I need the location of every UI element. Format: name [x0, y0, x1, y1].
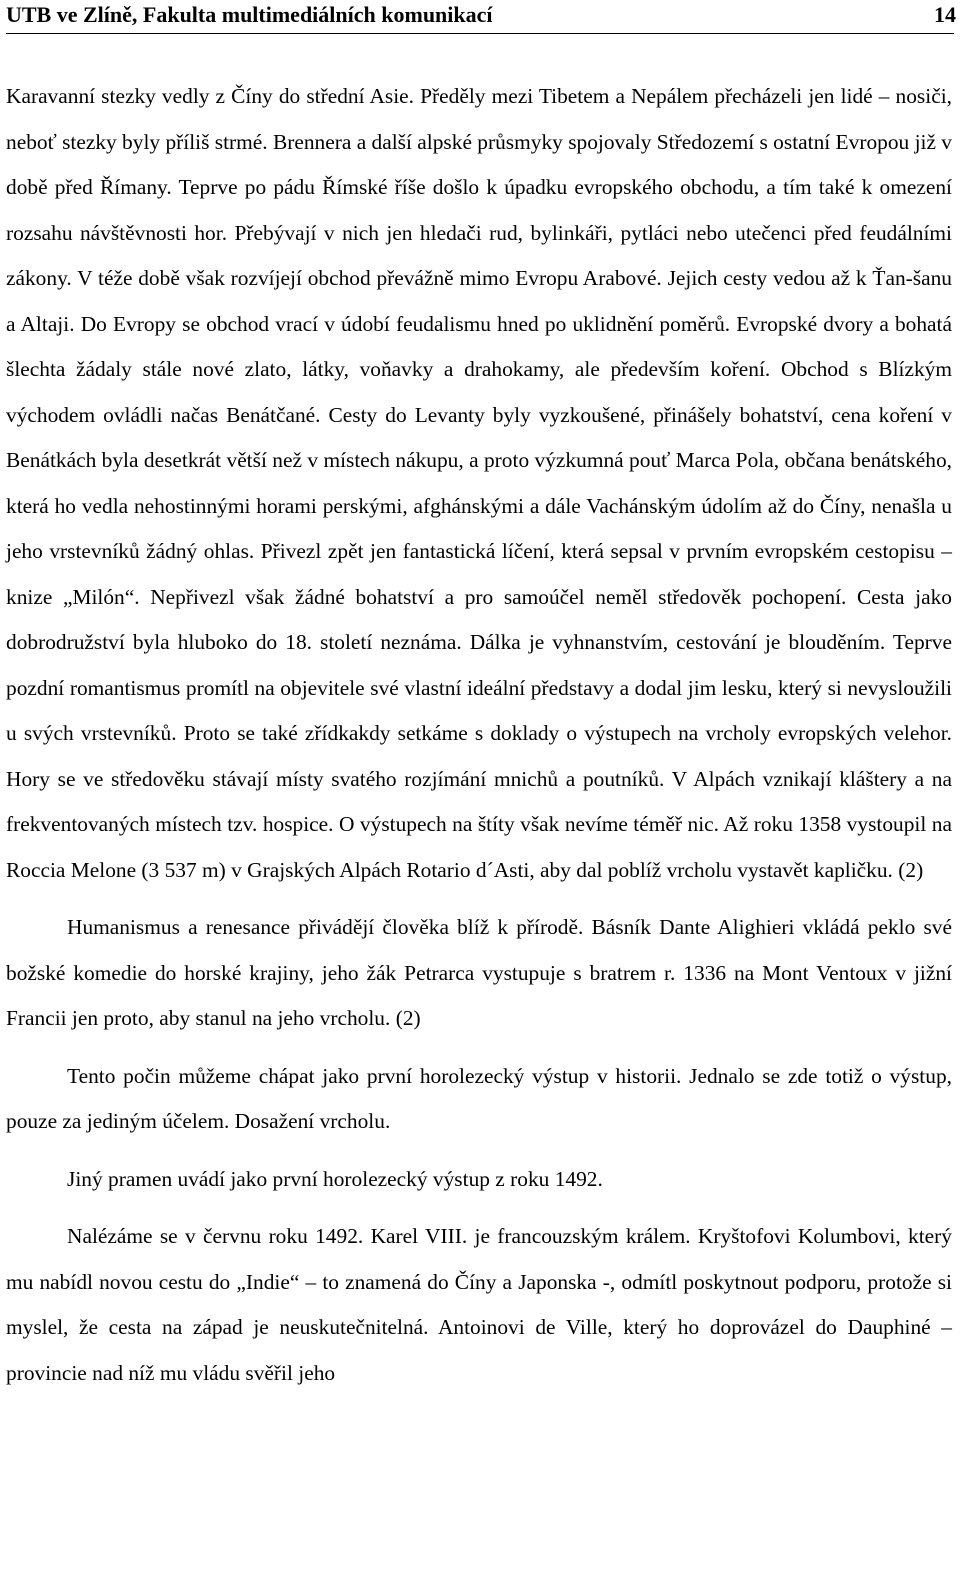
page-number: 14	[934, 2, 956, 27]
paragraph-5: Nalézáme se v červnu roku 1492. Karel VIII. je francouzským králem. Kryštofovi Kolumbovi, který mu nabídl novou cestu do „Indie“ – to znamená do Číny a Japonska -, odmítl poskytnout podporu, protože si myslel, že cesta na západ je neuskutečnitelná. Antoinovi de Ville, který ho doprovázel do Dauphiné – provincie nad níž mu vládu svěřil jeho	[6, 1224, 952, 1385]
header-title: UTB ve Zlíně, Fakulta multimediálních komunikací	[6, 2, 493, 27]
paragraph-1: Karavanní stezky vedly z Číny do střední Asie. Předěly mezi Tibetem a Nepálem přecházeli jen lidé – nosiči, neboť stezky byly příliš strmé. Brennera a další alpské průsmyky spojovaly Středozemí s ostatní Evropou již v době před Římany. Teprve po pádu Římské říše došlo k úpadku evropského obchodu, a tím také k omezení rozsahu návštěvnosti hor. Přebývají v nich jen hledači rud, bylinkáři, pytláci nebo utečenci před feudálními zákony. V téže době však rozvíjejí obchod převážně mimo Evropu Arabové. Jejich cesty vedou až k Ťan-šanu a Altaji. Do Evropy se obchod vrací v údobí feudalismu hned po uklidnění poměrů. Evropské dvory a bohatá šlechta žádaly stále nové zlato, látky, voňavky a drahokamy, ale především koření. Obchod s Blízkým východem ovládli načas Benátčané. Cesty do Levanty byly vyzkoušené, přinášely bohatství, cena koření v Benátkách byla desetkrát větší než v místech nákupu, a proto výzkumná pouť Marca Pola, občana benátského, která ho vedla nehostinnými horami perskými, afghánskými a dále Vachánským údolím až do Číny, nenašla u jeho vrstevníků žádný ohlas. Přivezl zpět jen fantastická líčení, která sepsal v prvním evropském cestopisu – knize „Milón“. Nepřivezl však žádné bohatství a pro samoúčel neměl středověk pochopení. Cesta jako dobrodružství byla hluboko do 18. století neznáma. Dálka je vyhnanstvím, cestování je blouděním. Teprve pozdní romantismus promítl na objevitele své vlastní ideální představy a dodal jim lesku, který si nevysloužili u svých vrstevníků. Proto se také zřídkakdy setkáme s doklady o výstupech na vrcholy evropských velehor. Hory se ve středověku stávají místy svatého rozjímání mnichů a poutníků. V Alpách vznikají kláštery a na frekventovaných místech tzv. hospice. O výstupech na štíty však nevíme téměř nic. Až roku 1358 vystoupil na Roccia Melone (3 537 m) v Grajských Alpách Rotario d´Asti, aby dal poblíž vrcholu vystavět kapličku. (2)	[6, 84, 952, 882]
paragraph-4: Jiný pramen uvádí jako první horolezecký výstup z roku 1492.	[67, 1166, 603, 1191]
page-header	[6, 2, 956, 30]
paragraph-2: Humanismus a renesance přivádějí člověka blíž k přírodě. Básník Dante Alighieri vkládá peklo své božské komedie do horské krajiny, jeho žák Petrarca vystupuje s bratrem r. 1336 na Mont Ventoux v jižní Francii jen proto, aby stanul na jeho vrcholu. (2)	[6, 915, 952, 1030]
body-text	[6, 74, 952, 1396]
header-divider	[6, 33, 954, 34]
paragraph-3: Tento počin můžeme chápat jako první horolezecký výstup v historii. Jednalo se zde totiž o výstup, pouze za jediným účelem. Dosažení vrcholu.	[6, 1063, 952, 1133]
